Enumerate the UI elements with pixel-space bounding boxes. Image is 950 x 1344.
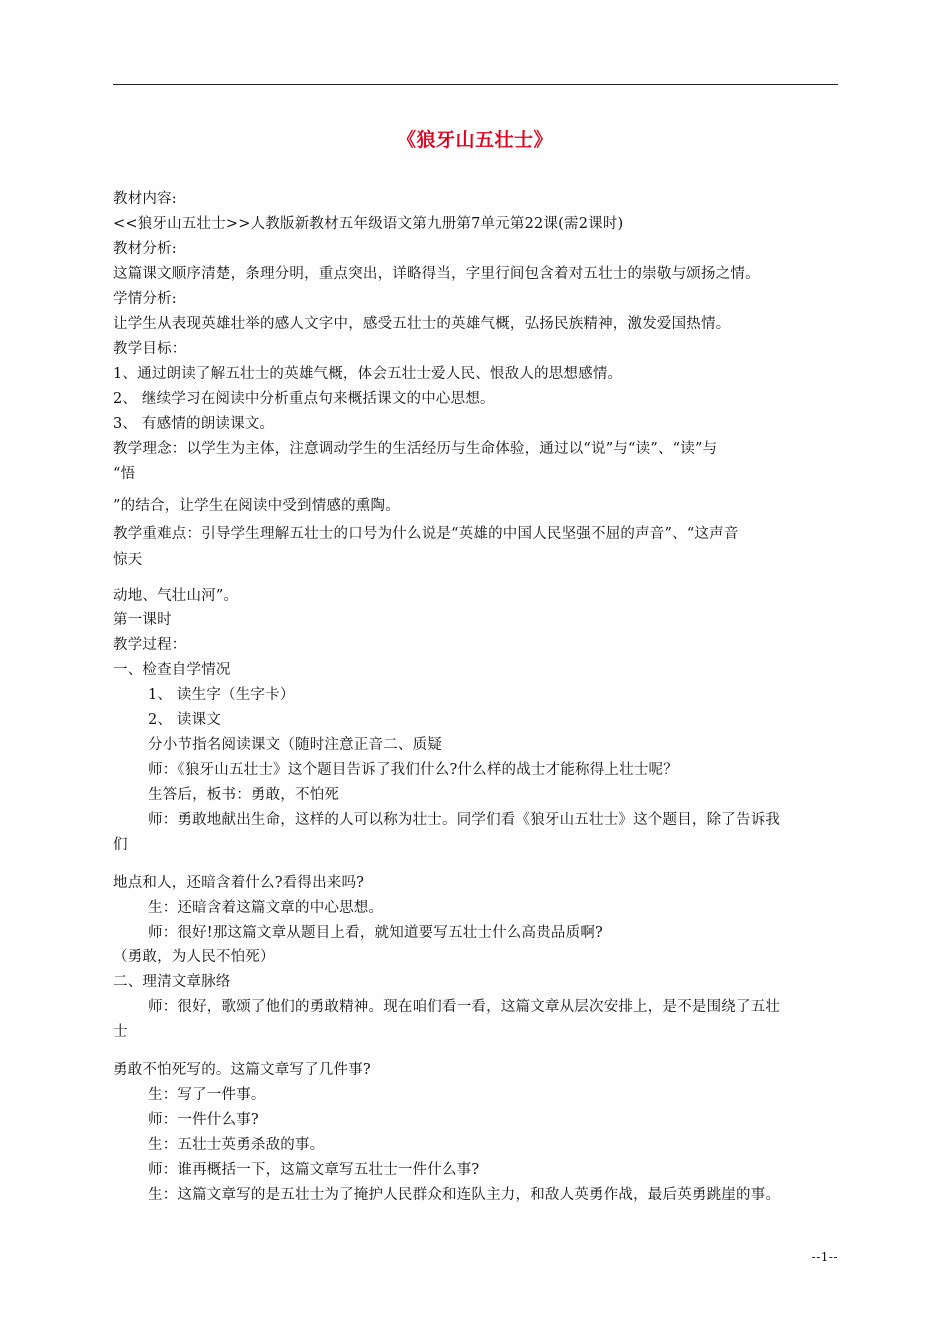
text-line: ”的结合，让学生在阅读中受到情感的熏陶。: [113, 498, 400, 514]
text-line: 1、通过朗读了解五壮士的英雄气概，体会五壮士爱人民、恨敌人的思想感情。: [113, 366, 623, 382]
text-line: 动地、气壮山河”。: [113, 588, 239, 604]
text-line: 教学理念：以学生为主体，注意调动学生的生活经历与生命体验，通过以“说”与“读”、“读”与: [113, 441, 718, 457]
text-line: 师：一件什么事?: [148, 1112, 259, 1128]
text-line: “悟: [113, 466, 136, 482]
header-rule: [113, 84, 838, 85]
text-line: 生：五壮士英勇杀敌的事。: [148, 1137, 325, 1153]
text-line: 生：还暗含着这篇文章的中心思想。: [148, 900, 384, 916]
text-line: <<狼牙山五壮士>>人教版新教材五年级语文第九册第7单元第22课(需2课时): [113, 216, 624, 232]
text-line: 1、 读生字（生字卡）: [148, 687, 295, 703]
text-line: 师：很好，歌颂了他们的勇敢精神。现在咱们看一看，这篇文章从层次安排上，是不是围绕了五壮: [148, 999, 781, 1015]
text-line: 3、 有感情的朗读课文。: [113, 416, 275, 432]
text-line: 生：写了一件事。: [148, 1087, 266, 1103]
text-line: 这篇课文顺序清楚，条理分明，重点突出，详略得当，字里行间包含着对五壮士的崇敬与颂扬之情。: [113, 266, 760, 282]
text-line: 2、 继续学习在阅读中分析重点句来概括课文的中心思想。: [113, 391, 495, 407]
text-line: 学情分析:: [113, 291, 177, 307]
text-line: 教学过程：: [113, 637, 187, 653]
text-line: 2、 读课文: [148, 712, 222, 728]
document-title: 《狼牙山五壮士》: [396, 129, 553, 151]
text-line: 教材分析:: [113, 241, 177, 257]
text-line: 惊天: [113, 552, 143, 568]
text-line: 分小节指名阅读课文（随时注意正音二、质疑: [148, 737, 442, 753]
text-line: 教学重难点：引导学生理解五壮士的口号为什么说是“英雄的中国人民坚强不屈的声音”、“这声音: [113, 526, 739, 542]
text-line: 让学生从表现英雄壮举的感人文字中，感受五壮士的英雄气概，弘扬民族精神，激发爱国热情。: [113, 316, 731, 332]
text-line: 师：谁再概括一下，这篇文章写五壮士一件什么事?: [148, 1162, 480, 1178]
text-line: 生：这篇文章写的是五壮士为了掩护人民群众和连队主力，和敌人英勇作战，最后英勇跳崖的事。: [148, 1187, 781, 1203]
text-line: 生答后，板书：勇敢，不怕死: [148, 787, 340, 803]
text-line: 勇敢不怕死写的。这篇文章写了几件事?: [113, 1062, 371, 1078]
text-line: 地点和人，还暗含着什么?看得出来吗?: [113, 875, 365, 891]
text-line: 二、理清文章脉络: [113, 974, 231, 990]
text-line: 们: [113, 837, 128, 853]
text-line: 一、检查自学情况: [113, 662, 231, 678]
text-line: 师：勇敢地献出生命，这样的人可以称为壮士。同学们看《狼牙山五壮士》这个题目，除了告诉我: [148, 812, 781, 828]
text-line: 师：很好!那这篇文章从题目上看，就知道要写五壮士什么高贵品质啊?: [148, 925, 603, 941]
text-line: 士: [113, 1024, 128, 1040]
page-number: --1--: [811, 1250, 838, 1264]
text-line: （勇敢，为人民不怕死）: [113, 949, 275, 965]
text-line: 教材内容:: [113, 191, 177, 207]
text-line: 师：《狼牙山五壮士》这个题目告诉了我们什么?什么样的战士才能称得上壮士呢？: [148, 762, 678, 778]
text-line: 教学目标：: [113, 341, 187, 357]
text-line: 第一课时: [113, 612, 172, 628]
